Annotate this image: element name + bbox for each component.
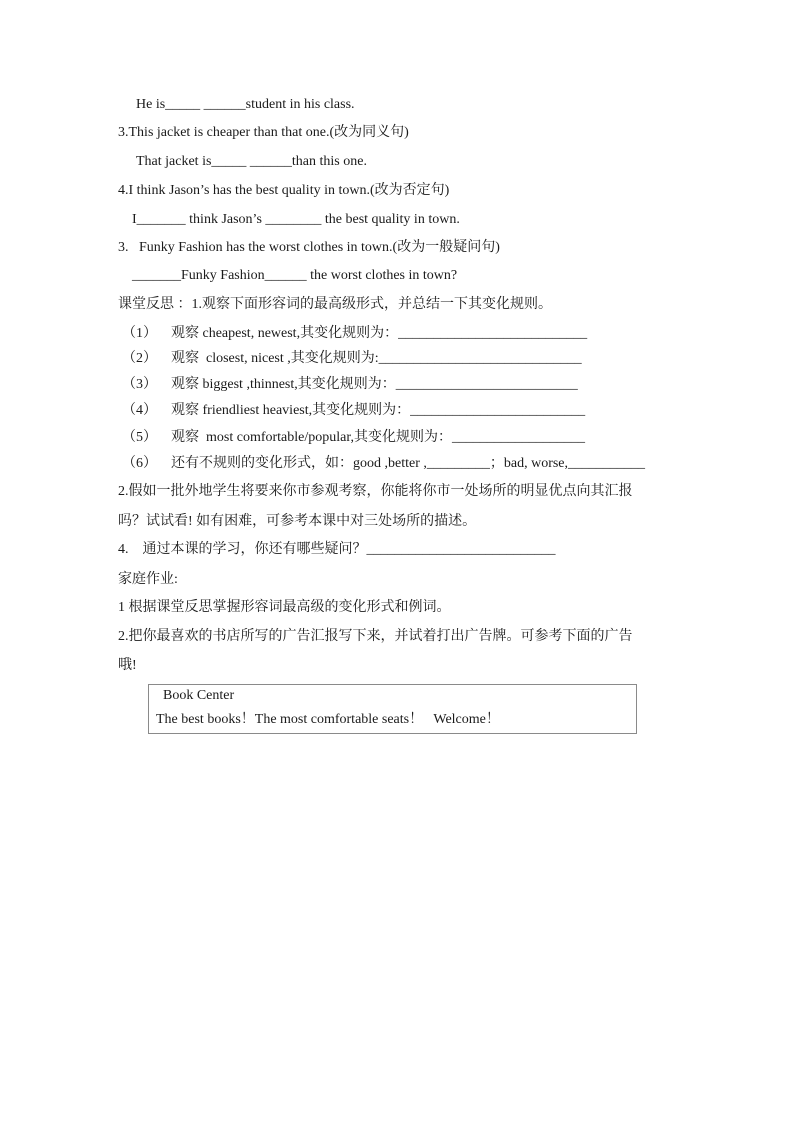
exercise-3-synonym: 3.This jacket is cheaper than that one.(改为同义句) [118, 125, 409, 140]
exercise-5-question: 3. Funky Fashion has the worst clothes in town.(改为一般疑问句) [118, 240, 500, 255]
homework-item-2-line-1: 2.把你最喜欢的书店所写的广告汇报写下来，并试着打出广告牌。可参考下面的广告 [118, 629, 633, 644]
reflection-item-6: （6） 还有不规则的变化形式，如：good ,better ,_________；bad, worse,___________ [122, 456, 646, 471]
rewrite-answer-line-2: He is_____ ______student in his class. [136, 97, 355, 112]
reflection-task-2-line-1: 2.假如一批外地学生将要来你市参观考察，你能将你市一处场所的明显优点向其汇报 [118, 484, 633, 499]
reflection-item-5: （5） 观察 most comfortable/popular,其变化规则为：___________________ [122, 430, 585, 445]
homework-item-1: 1 根据课堂反思掌握形容词最高级的变化形式和例词。 [118, 600, 451, 615]
reflection-item-1: （1） 观察 cheapest, newest,其变化规则为：___________________________ [122, 326, 588, 341]
reflection-item-3: （3） 观察 biggest ,thinnest,其变化规则为：__________________________ [122, 377, 578, 392]
exercise-4-negative: 4.I think Jason’s has the best quality in town.(改为否定句) [118, 183, 450, 198]
exercise-3-answer-line: That jacket is_____ ______than this one. [136, 154, 367, 169]
reflection-heading: 课堂反思 ：1.观察下面形容词的最高级形式，并总结一下其变化规则。 [118, 297, 552, 312]
reflection-item-2: （2） 观察 closest, nicest ,其变化规则为:_____________________________ [122, 351, 582, 366]
reflection-task-2-line-2: 吗？试试看! 如有困难，可参考本课中对三处场所的描述。 [118, 514, 477, 529]
reflection-item-4: （4） 观察 friendliest heaviest,其变化规则为：_________________________ [122, 403, 586, 418]
ad-slogan: The best books！The most comfortable seats！ Welcome！ [156, 712, 500, 727]
reflection-question: 4. 通过本课的学习，你还有哪些疑问？___________________________ [118, 542, 556, 557]
homework-item-2-line-2: 哦! [118, 658, 137, 673]
exercise-4-answer-line: I_______ think Jason’s ________ the best quality in town. [132, 212, 460, 227]
ad-title: Book Center [163, 688, 235, 703]
advertisement-box [148, 684, 637, 734]
homework-heading: 家庭作业: [118, 572, 178, 587]
exercise-5-answer-line: _______Funky Fashion______ the worst clothes in town? [132, 268, 458, 283]
